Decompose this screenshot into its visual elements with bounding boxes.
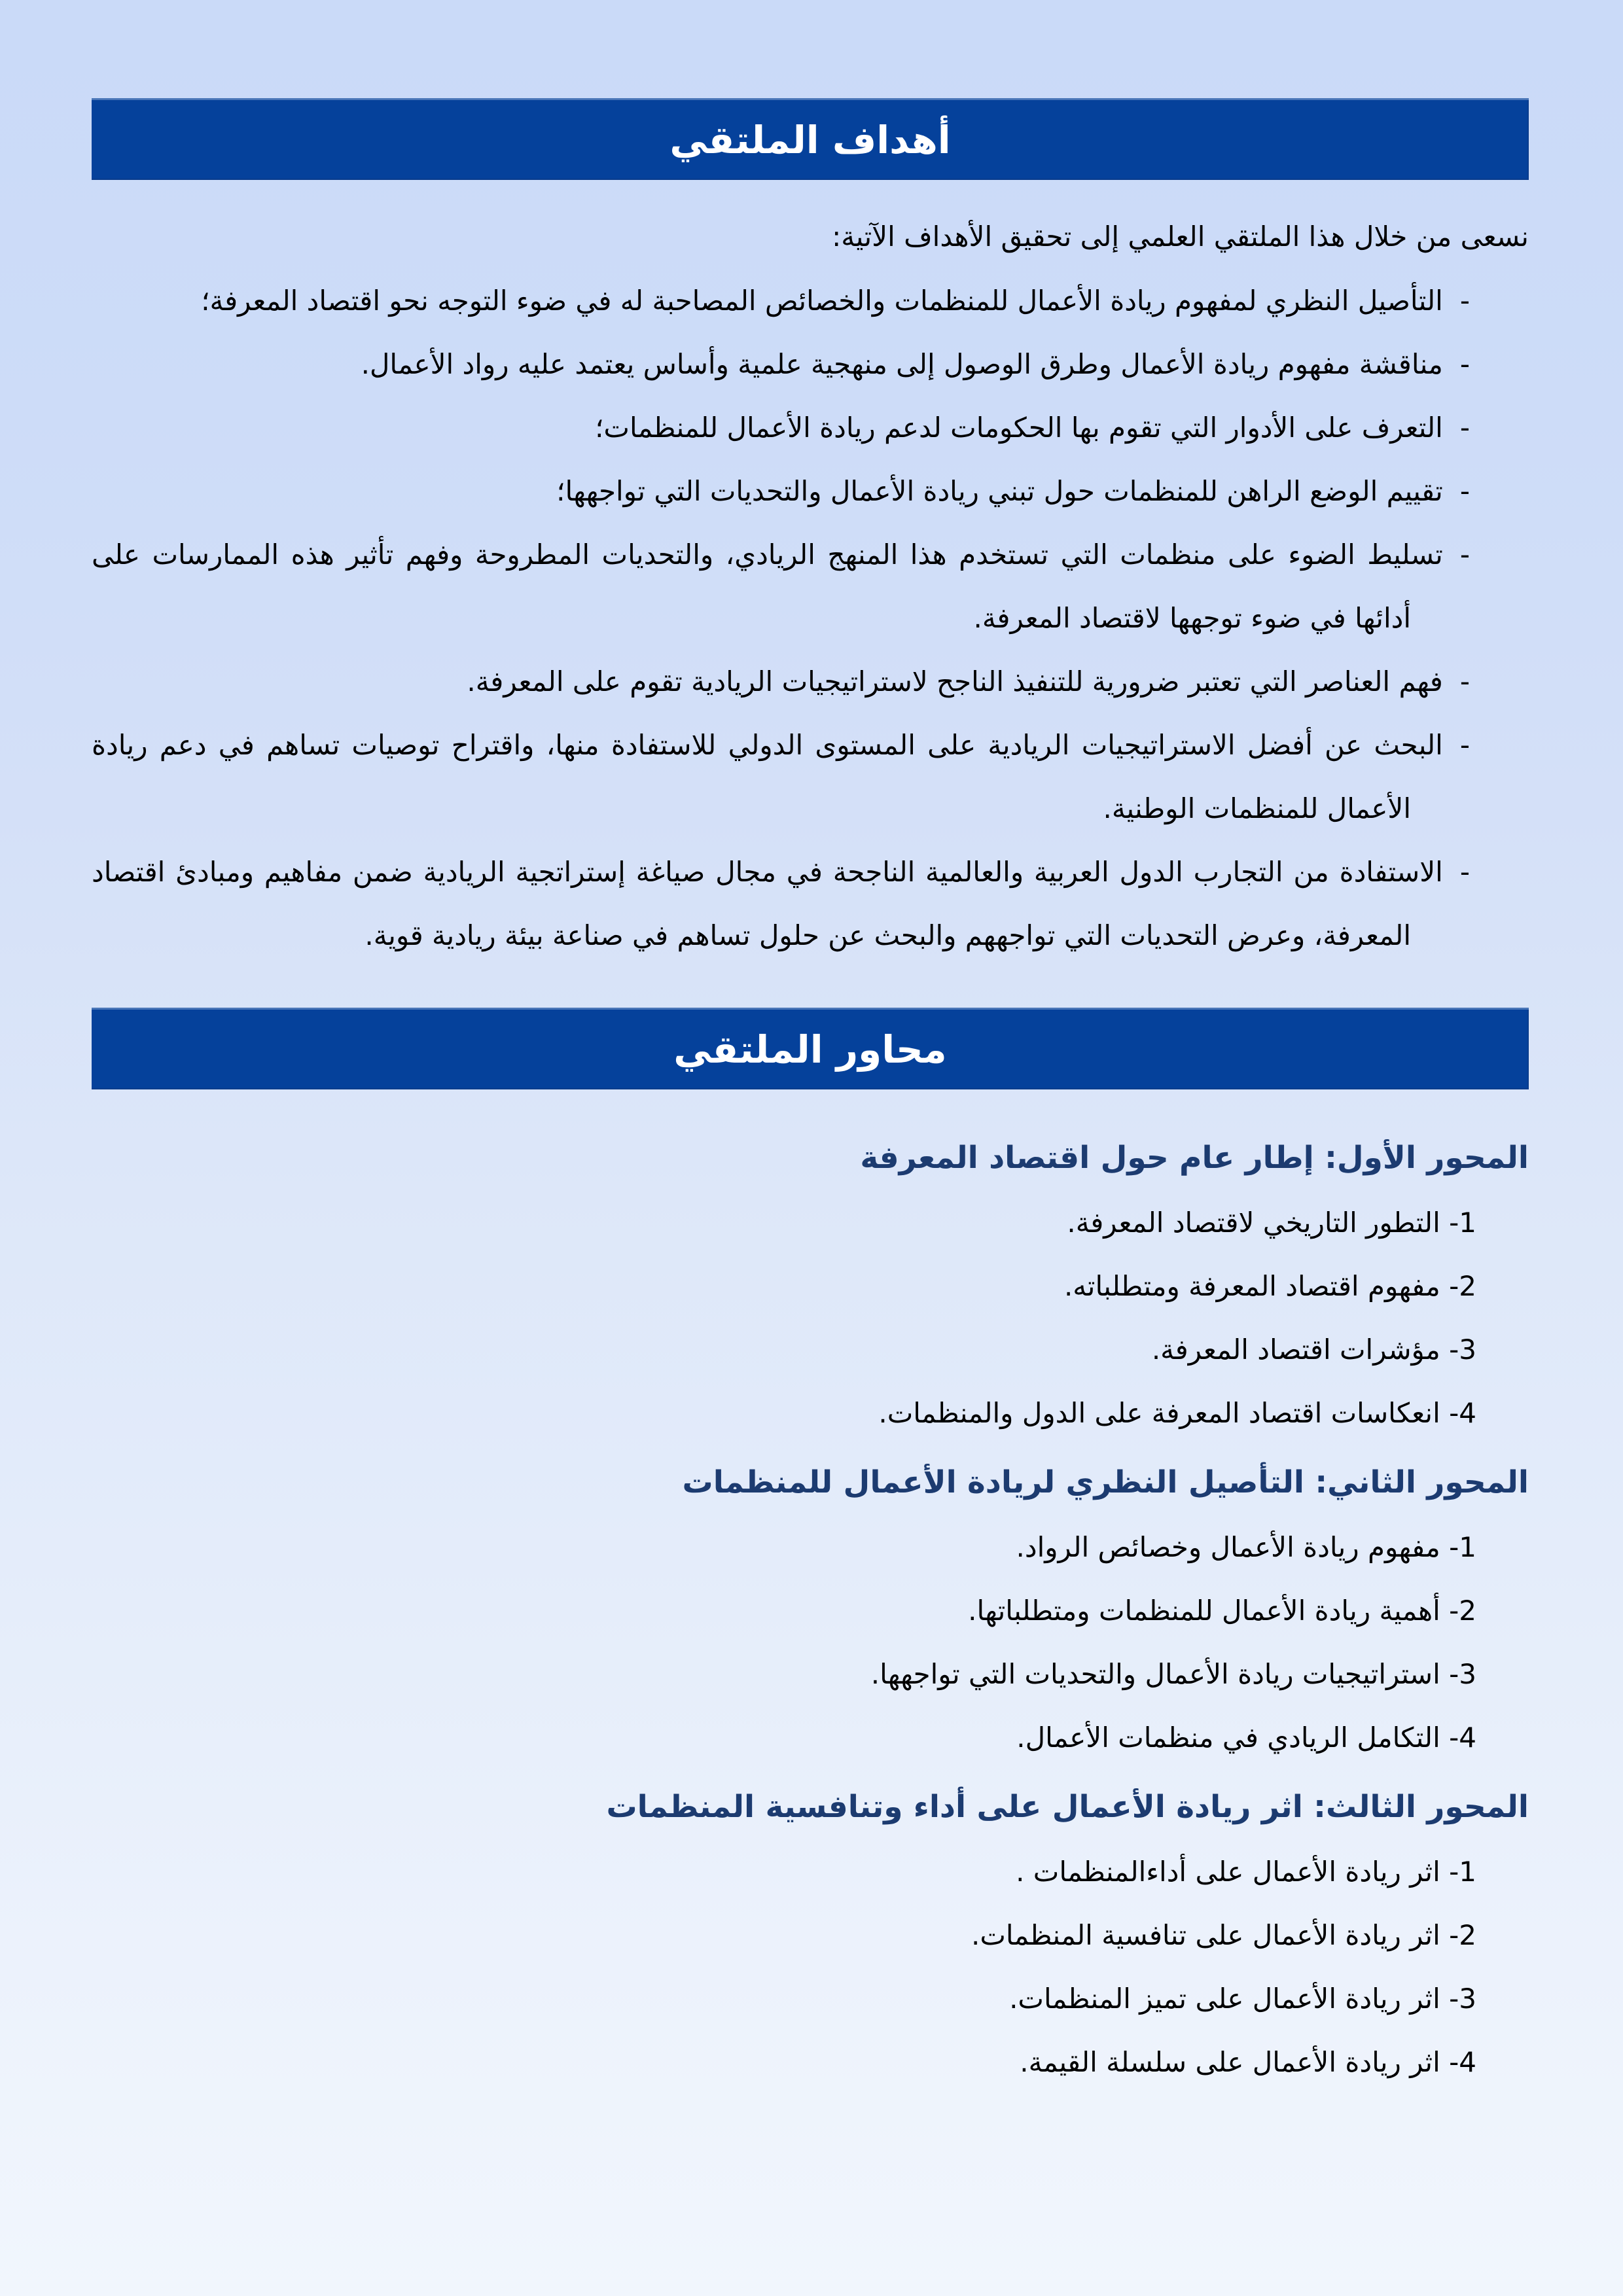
axis-item: 4- انعكاسات اقتصاد المعرفة على الدول والمنظمات.: [878, 1397, 1476, 1429]
axes-title: محاور الملتقي: [673, 1027, 947, 1072]
objective-item: [92, 523, 1529, 650]
document-content: [92, 0, 1529, 2094]
bullet-dash: -: [1459, 412, 1470, 444]
objective-item: [92, 396, 1529, 459]
objectives-header-bar: [92, 98, 1529, 180]
axis-heading: المحور الثاني: التأصيل النظري لريادة الأعمال للمنظمات: [682, 1464, 1529, 1500]
objective-text: مناقشة مفهوم ريادة الأعمال وطرق الوصول إلى منهجية علمية وأساس يعتمد عليه رواد الأعمال.: [361, 348, 1443, 380]
axis-section-2: [92, 1450, 1529, 1769]
objective-item: [92, 840, 1529, 967]
bullet-dash: -: [1459, 539, 1470, 571]
bullet-dash: -: [1459, 729, 1470, 761]
axis-item: 3- استراتيجيات ريادة الأعمال والتحديات التي تواجهها.: [870, 1658, 1476, 1690]
axis-item: 3- مؤشرات اقتصاد المعرفة.: [1151, 1333, 1476, 1366]
objective-item: [92, 459, 1529, 523]
bullet-dash: -: [1459, 348, 1470, 380]
axis-item: 2- أهمية ريادة الأعمال للمنظمات ومتطلباتها.: [968, 1595, 1476, 1627]
objective-item: [92, 713, 1529, 840]
objective-item: [92, 269, 1529, 332]
objective-text: الاستفادة من التجارب الدول العربية والعالمية الناجحة في مجال صياغة إستراتجية الريادية ضمن مفاهيم ومبادئ اقتصاد المعرفة، وعرض التحديات التي تواجههم والبحث عن حلول تساهم في صناعة بيئة ريادية قوية.: [92, 856, 1443, 951]
axes-header-bar: [92, 1008, 1529, 1089]
axis-item: 4- اثر ريادة الأعمال على سلسلة القيمة.: [1020, 2046, 1476, 2078]
objectives-title: أهداف الملتقي: [669, 118, 951, 162]
objective-item: [92, 332, 1529, 396]
bullet-dash: -: [1459, 856, 1470, 888]
objectives-list: [92, 269, 1529, 967]
bullet-dash: -: [1459, 285, 1470, 317]
axis-item: 1- التطور التاريخي لاقتصاد المعرفة.: [1067, 1207, 1476, 1239]
objective-text: التعرف على الأدوار التي تقوم بها الحكومات لدعم ريادة الأعمال للمنظمات؛: [595, 412, 1443, 444]
axis-heading: المحور الأول: إطار عام حول اقتصاد المعرفة: [860, 1140, 1529, 1176]
bullet-dash: -: [1459, 665, 1470, 698]
objectives-intro: نسعى من خلال هذا الملتقي العلمي إلى تحقيق الأهداف الآتية:: [832, 221, 1529, 253]
bullet-dash: -: [1459, 475, 1470, 507]
objective-text: التأصيل النظري لمفهوم ريادة الأعمال للمنظمات والخصائص المصاحبة له في ضوء التوجه نحو اقتصاد المعرفة؛: [201, 285, 1443, 317]
objective-text: تسليط الضوء على منظمات التي تستخدم هذا المنهج الريادي، والتحديات المطروحة وفهم تأثير هذه الممارسات على أدائها في ضوء توجهها لاقتصاد المعرفة.: [92, 539, 1443, 634]
axis-item: 2- مفهوم اقتصاد المعرفة ومتطلباته.: [1063, 1270, 1476, 1302]
axis-heading: المحور الثالث: اثر ريادة الأعمال على أداء وتنافسية المنظمات: [606, 1789, 1529, 1825]
axis-section-1: [92, 1125, 1529, 1445]
objective-text: فهم العناصر التي تعتبر ضرورية للتنفيذ الناجح لاستراتيجيات الريادية تقوم على المعرفة.: [467, 665, 1443, 698]
objective-item: [92, 650, 1529, 713]
objective-text: تقييم الوضع الراهن للمنظمات حول تبني ريادة الأعمال والتحديات التي تواجهها؛: [556, 475, 1443, 507]
axis-section-3: [92, 1775, 1529, 2094]
axis-item: 3- اثر ريادة الأعمال على تميز المنظمات.: [1009, 1983, 1476, 2015]
axis-item: 1- اثر ريادة الأعمال على أداءالمنظمات .: [1016, 1856, 1476, 1888]
axis-item: 1- مفهوم ريادة الأعمال وخصائص الرواد.: [1016, 1531, 1476, 1563]
axis-item: 2- اثر ريادة الأعمال على تنافسية المنظمات.: [971, 1919, 1476, 1951]
objective-text: البحث عن أفضل الاستراتيجيات الريادية على المستوى الدولي للاستفادة منها، واقتراح توصيات تساهم في دعم ريادة الأعمال للمنظمات الوطنية.: [92, 729, 1443, 824]
axis-item: 4- التكامل الريادي في منظمات الأعمال.: [1016, 1722, 1476, 1754]
